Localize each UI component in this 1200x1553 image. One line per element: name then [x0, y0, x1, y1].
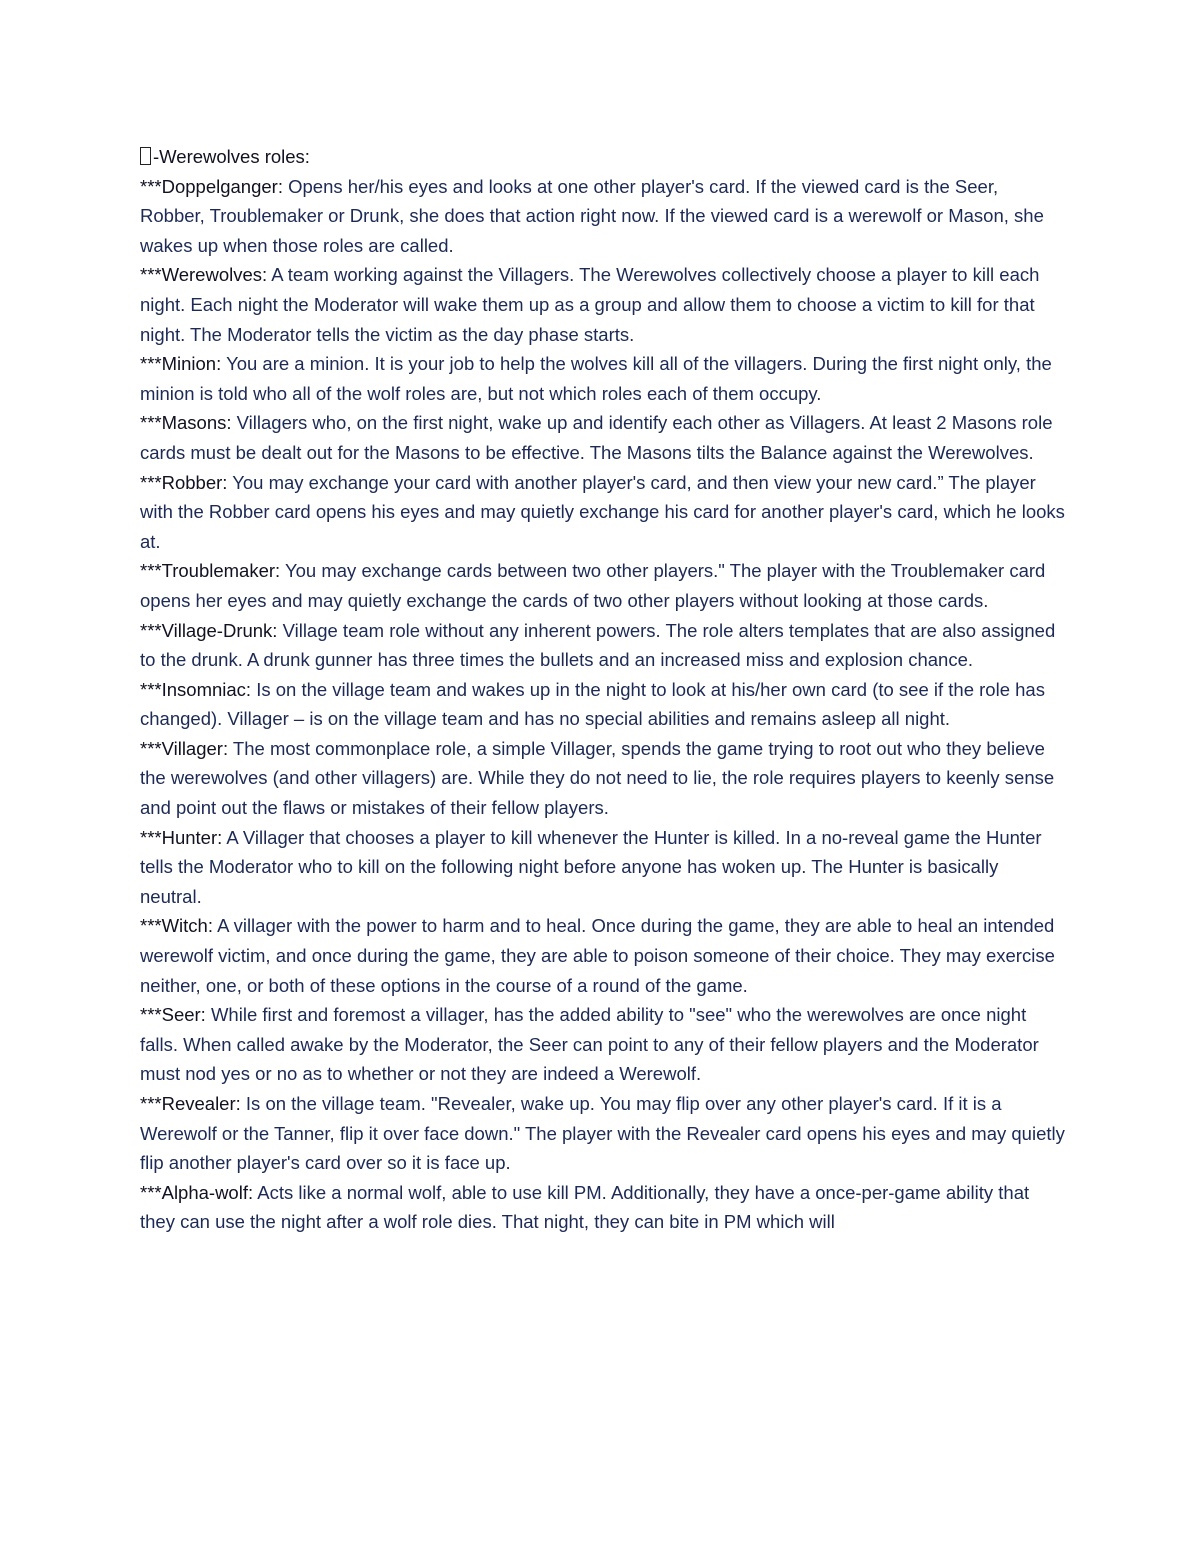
role-description: Acts like a normal wolf, able to use kill PM. Additionally, they have a once-per-game ability that they can use the night after a wolf role dies. That night, they can bite in PM which will: [140, 1181, 1030, 1233]
role-name: ***Werewolves:: [140, 264, 268, 286]
role-entry: [140, 1178, 1065, 1237]
role-entry: [140, 616, 1065, 675]
role-entry: [140, 1000, 1065, 1089]
section-heading: [140, 142, 1065, 172]
role-name: ***Insomniac:: [140, 678, 252, 700]
role-entry: [140, 172, 1065, 261]
role-entry: [140, 1089, 1065, 1178]
role-name: ***Revealer:: [140, 1093, 241, 1114]
role-description: Is on the village team. "Revealer, wake up. You may flip over any other player's card. If it is a Werewolf or the Tanner, flip it over face down." The player with the Revealer card opens his eyes and may quietly flip another player's card over so it is face up.: [140, 1093, 1065, 1174]
role-entry: [140, 260, 1065, 349]
role-entry: [140, 911, 1065, 1000]
role-name: ***Masons:: [140, 412, 232, 434]
role-description: A Villager that chooses a player to kill whenever the Hunter is killed. In a no-reveal game the Hunter tells the Moderator who to kill on the following night before anyone has woken up. The Hunter is basically neutral.: [140, 826, 1042, 907]
role-entry: [140, 556, 1065, 615]
role-name: ***Doppelganger:: [140, 175, 283, 197]
role-name: ***Witch:: [140, 915, 213, 937]
document-body: [140, 142, 1065, 1237]
role-entry: [140, 468, 1065, 557]
role-description: A team working against the Villagers. The Werewolves collectively choose a player to kill each night. Each night the Moderator will wake them up as a group and allow them to choose a victim to kill for that night. The Moderator tells the victim as the day phase starts.: [140, 264, 1040, 345]
role-description: The most commonplace role, a simple Villager, spends the game trying to root out who they believe the werewolves (and other villagers) are. While they do not need to lie, the role requires players to keenly sense and point out the flaws or mistakes of their fellow players.: [140, 737, 1055, 819]
role-name: ***Seer:: [140, 1004, 206, 1026]
role-description: You are a minion. It is your job to help the wolves kill all of the villagers. During the first night only, the minion is told who all of the wolf roles are, but not which roles each of them occupy.: [140, 353, 1052, 404]
role-name: ***Troublemaker:: [140, 560, 281, 582]
role-description: You may exchange cards between two other players." The player with the Troublemaker card opens her eyes and may quietly exchange the cards of two other players without looking at those cards.: [140, 560, 1046, 611]
role-name: ***Alpha-wolf:: [140, 1181, 254, 1203]
role-name: ***Hunter:: [140, 826, 223, 848]
role-description: Opens her/his eyes and looks at one other player's card. If the viewed card is the Seer, Robber, Troublemaker or Drunk, she does that action right now. If the viewed card is a werewolf or Mason, she wakes up when those roles are called.: [140, 175, 1044, 256]
role-description: Village team role without any inherent powers. The role alters templates that are also assigned to the drunk. A drunk gunner has three times the bullets and an increased miss and explosion chance.: [140, 619, 1056, 671]
role-entry: [140, 823, 1065, 912]
role-entry: [140, 349, 1065, 408]
role-description: Is on the village team and wakes up in the night to look at his/her own card (to see if the role has changed). Villager – is on the village team and has no special abilities and remains asleep all night.: [140, 678, 1045, 730]
role-entry: [140, 675, 1065, 734]
role-list: [140, 172, 1065, 1237]
section-heading-text: -Werewolves roles:: [153, 146, 310, 167]
role-description: Villagers who, on the first night, wake up and identify each other as Villagers. At least 2 Masons role cards must be dealt out for the Masons to be effective. The Masons tilts the Balance against the Werewolves.: [140, 412, 1053, 463]
role-entry: [140, 408, 1065, 467]
role-name: ***Robber:: [140, 471, 228, 493]
role-name: ***Village-Drunk:: [140, 619, 278, 641]
missing-glyph-icon: [140, 147, 151, 165]
role-name: ***Villager:: [140, 737, 229, 759]
role-description: You may exchange your card with another player's card, and then view your new card.” The player with the Robber card opens his eyes and may quietly exchange his card for another player's card, which he looks at.: [140, 471, 1065, 552]
role-name: ***Minion:: [140, 353, 222, 375]
role-description: While first and foremost a villager, has the added ability to "see" who the werewolves are once night falls. When called awake by the Moderator, the Seer can point to any of their fellow players and the Moderator must nod yes or no as to whether or not they are indeed a Werewolf.: [140, 1004, 1039, 1085]
role-description: A villager with the power to harm and to heal. Once during the game, they are able to heal an intended werewolf victim, and once during the game, they are able to poison someone of their choice. They may exercise neither, one, or both of these options in the course of a round of the game.: [140, 915, 1055, 996]
role-entry: [140, 734, 1065, 823]
